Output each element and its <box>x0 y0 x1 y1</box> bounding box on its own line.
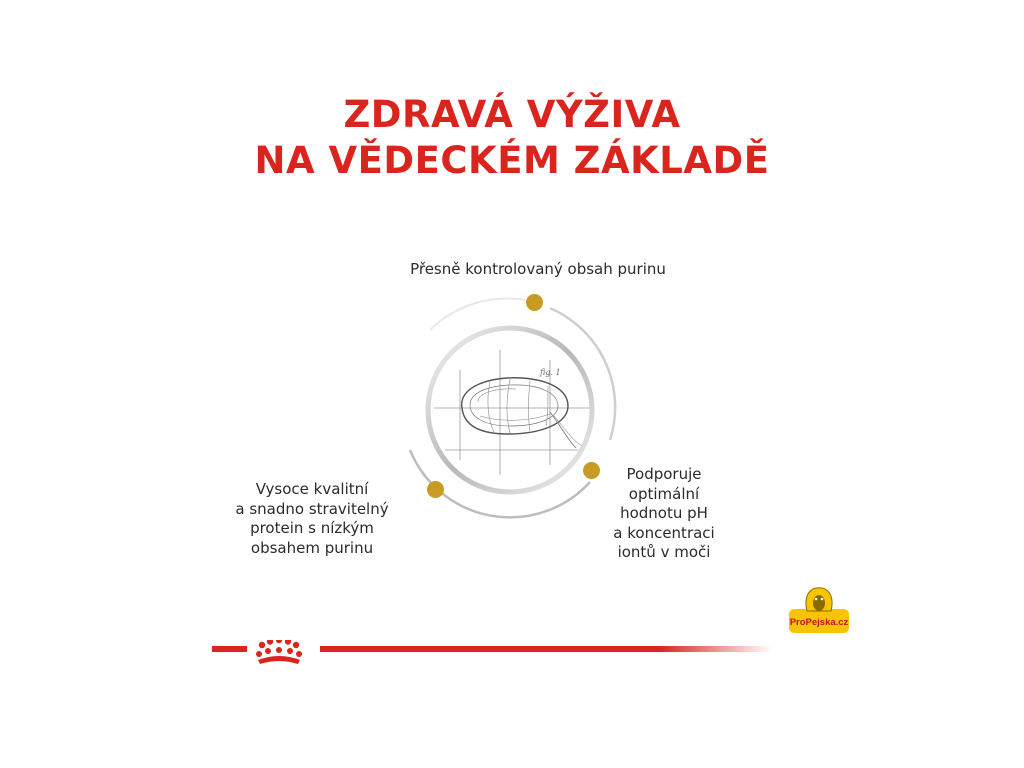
sketch-caption: fig. 1 <box>540 368 561 377</box>
title-line-2: NA VĚDECKÉM ZÁKLADĚ <box>254 139 770 182</box>
page-title <box>0 92 1024 184</box>
benefit-protein-line-1: Vysoce kvalitní <box>255 480 369 498</box>
benefit-protein-line-2: a snadno stravitelný <box>235 499 389 518</box>
outer-arc-top <box>430 299 525 330</box>
title-line-1: ZDRAVÁ VÝŽIVA <box>343 93 681 136</box>
benefit-protein-line-4: obsahem purinu <box>250 538 374 557</box>
benefit-purine-control: Přesně kontrolovaný obsah purinu <box>410 260 666 278</box>
benefit-urine-ph-line-3: hodnotu pH <box>620 504 708 522</box>
benefit-dot-top <box>526 294 543 311</box>
benefit-protein-line-3: protein s nízkým <box>250 519 374 537</box>
benefit-protein <box>220 480 404 558</box>
propejska-logo-text: ProPejska.cz <box>789 617 849 628</box>
footer-line-right <box>320 646 772 652</box>
propejska-logo <box>785 585 853 637</box>
benefit-dot-left <box>427 481 444 498</box>
benefit-urine-ph-line-1: Podporuje <box>626 465 702 483</box>
benefit-urine-ph-line-4: a koncentraci <box>613 523 715 542</box>
benefit-dot-right <box>583 462 600 479</box>
benefit-urine-ph <box>612 465 716 563</box>
royal-canin-footer <box>212 640 772 672</box>
footer-line-left <box>212 646 247 652</box>
crown-icon <box>256 640 302 664</box>
benefit-urine-ph-line-5: iontů v moči <box>617 543 711 561</box>
benefit-urine-ph-line-2: optimální <box>628 484 700 503</box>
